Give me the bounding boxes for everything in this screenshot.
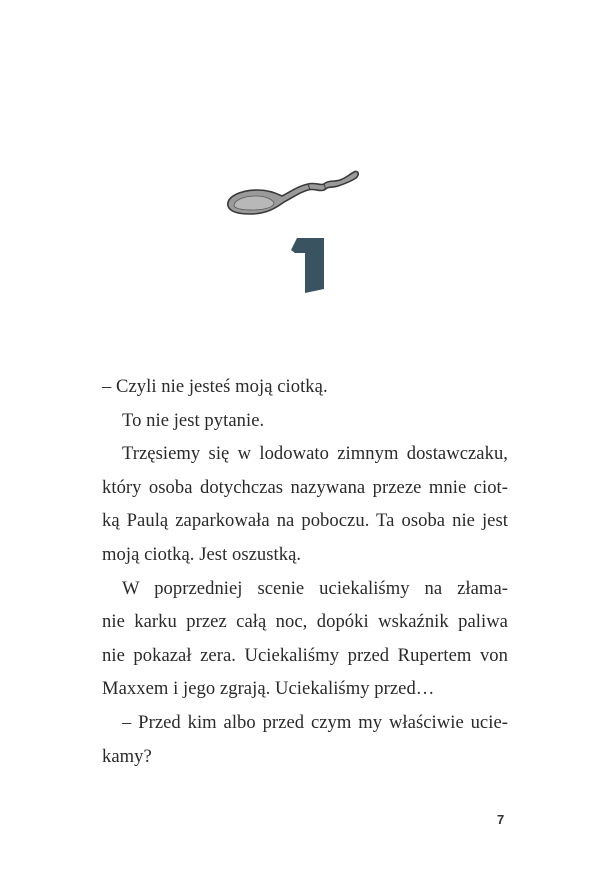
text-line: nie pokazał zera. Uciekaliśmy przed Rupertem von [102, 644, 508, 666]
text-line: kamy? [102, 745, 152, 767]
bent-spoon-icon [224, 168, 360, 220]
text-line: moją ciotką. Jest oszustką. [102, 543, 302, 565]
text-line: – Przed kim albo przed czym my właściwie ucie- [122, 711, 508, 733]
text-line: W poprzedniej scenie uciekaliśmy na złama- [122, 577, 508, 599]
chapter-number [291, 236, 327, 294]
text-line: To nie jest pytanie. [122, 409, 265, 431]
svg-text:1: 1 [309, 276, 310, 277]
text-line: Trzęsiemy się w lodowato zimnym dostawczaku, [122, 443, 508, 465]
text-line: nie karku przez całą noc, dopóki wskaźnik paliwa [102, 611, 508, 633]
text-line: ką Paulą zaparkowała na poboczu. Ta osoba nie jest [102, 510, 508, 532]
chapter-body-text [102, 370, 508, 773]
text-line: – Czyli nie jesteś moją ciotką. [102, 376, 328, 397]
text-line: który osoba dotychczas nazywana przeze mnie ciot- [102, 476, 508, 498]
text-line: Maxxem i jego zgrają. Uciekaliśmy przed… [102, 678, 435, 700]
page-number: 7 [497, 812, 505, 827]
